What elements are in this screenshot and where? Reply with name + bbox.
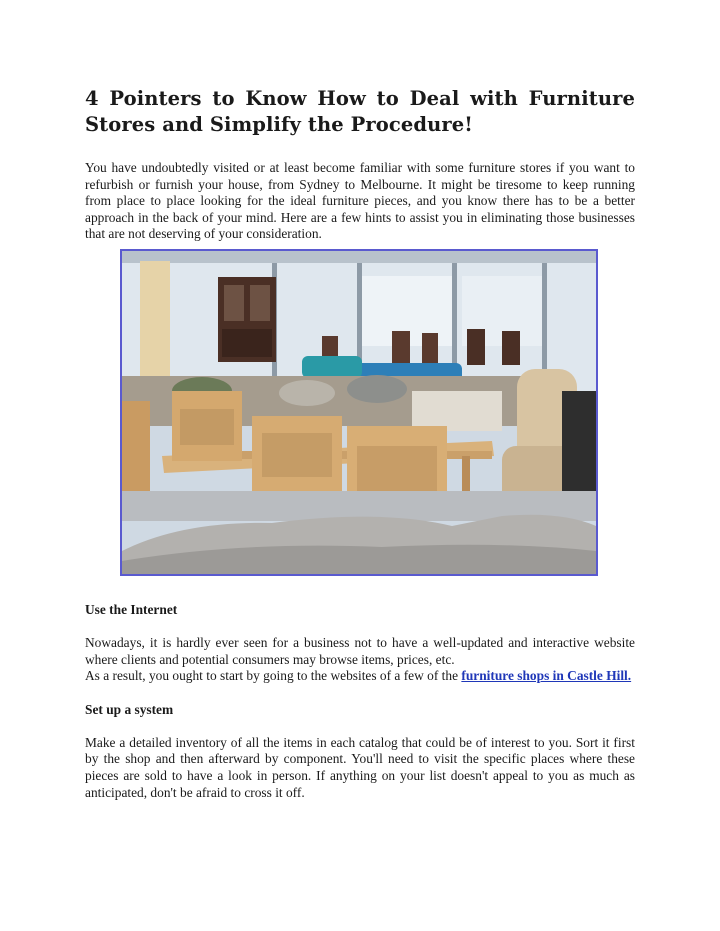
article-title: 4 Pointers to Know How to Deal with Furniture Stores and Simplify the Procedure! xyxy=(85,87,635,136)
system-paragraph: Make a detailed inventory of all the items in each catalog that could be of interest to you. Sort it first by the shop and then afterward by component. You'll need to visit the specific places where these pieces are sold to have a look in person. If anything on your list doesn't appeal to you as much as anticipated, don't be afraid to cross it off. xyxy=(85,734,635,800)
internet-paragraph: Nowadays, it is hardly ever seen for a business not to have a well-updated and interactive website where clients and potential consumers may browse items, prices, etc. xyxy=(85,635,635,667)
internet-paragraph-2-text: As a result, you ought to start by going to the websites of a few of the xyxy=(85,668,462,684)
internet-paragraph-2 xyxy=(85,668,635,685)
document-page xyxy=(85,86,635,801)
furniture-shops-link[interactable]: furniture shops in Castle Hill. xyxy=(461,668,632,684)
furniture-store-photo xyxy=(120,249,598,576)
section-heading-system: Set up a system xyxy=(85,701,174,717)
section-heading-internet: Use the Internet xyxy=(85,601,178,617)
intro-paragraph: You have undoubtedly visited or at least become familiar with some furniture stores if you want to refurbish or furnish your house, from Sydney to Melbourne. It might be tiresome to keep running from place to place looking for the ideal furniture pieces, and you know there has to be a better approach in the back of your mind. Here are a few hints to assist you in eliminating those businesses that are not deserving of your consideration. xyxy=(85,160,635,242)
